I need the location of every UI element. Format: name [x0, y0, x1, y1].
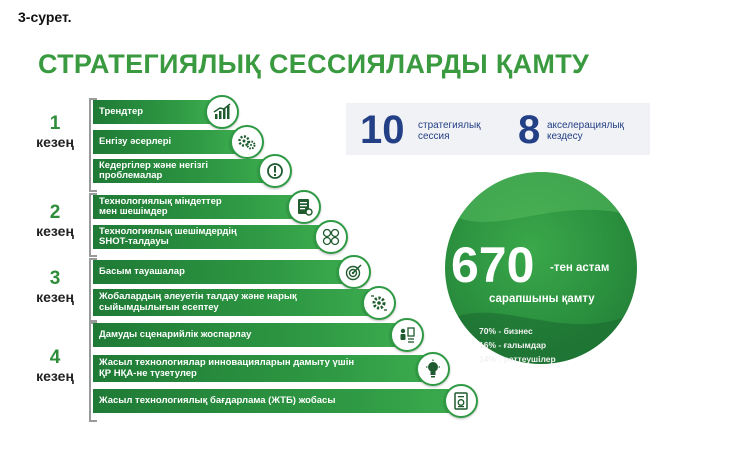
meetings-count: 8	[518, 108, 541, 152]
bar-project-potential	[93, 289, 388, 316]
bar-trends	[93, 100, 215, 124]
experts-count-suffix: -тен астам	[550, 262, 610, 274]
bar-label: Енгізу әсерлері	[99, 135, 172, 147]
bar-green-tech-program	[93, 389, 469, 413]
bar-label: Технологиялық міндеттер мен шешімдер	[99, 195, 222, 217]
bar-barriers	[93, 159, 275, 183]
page-title: СТРАТЕГИЯЛЫҚ СЕССИЯЛАРДЫ ҚАМТУ	[38, 49, 590, 79]
stage-number: 4	[49, 347, 61, 368]
experts-count: 670	[451, 237, 535, 293]
gears-icon	[230, 125, 264, 159]
program-doc-icon	[444, 384, 478, 418]
share-scientists: 16% - ғалымдар	[479, 340, 547, 350]
warning-icon	[258, 154, 292, 188]
stage-number: 2	[49, 202, 61, 223]
stage-word: кезең	[36, 289, 74, 305]
stage-1-label	[25, 114, 85, 150]
bar-label: Жобалардың әлеуетін талдау және нарық сыйымдылығын есептеу	[99, 291, 297, 313]
share-business: 70% - бизнес	[479, 326, 533, 336]
sessions-label: стратегиялық сессия	[418, 120, 481, 142]
stage-4-label	[25, 348, 85, 384]
stage-word: кезең	[36, 134, 74, 150]
sessions-count: 10	[360, 108, 405, 152]
stage-word: кезең	[36, 368, 74, 384]
bar-label: Жасыл технологиялық бағдарлама (ЖТБ) жобасы	[99, 394, 336, 406]
stage-3-label	[25, 269, 85, 305]
bar-label: Дамуды сценарийлік жоспарлау	[99, 328, 252, 340]
stage-number: 3	[49, 268, 61, 289]
bar-implementation-effects	[93, 130, 243, 154]
stage-word: кезең	[36, 223, 74, 239]
analysis-grid-icon	[314, 220, 348, 254]
bar-tech-tasks	[93, 195, 305, 219]
bar-label: Кедергілер және негізгі проблемалар	[99, 159, 209, 181]
bar-label: Жасыл технологиялар инновацияларын дамыту үшін ҚР НҚА-не түзетулер	[99, 357, 355, 379]
gear-analytics-icon	[362, 286, 396, 320]
bar-scenario-planning	[93, 323, 415, 347]
stage-number: 1	[49, 113, 61, 134]
target-icon	[337, 255, 371, 289]
bar-label: Технологиялық шешімдердің SHOT-талдауы	[99, 225, 237, 247]
bar-label: Трендтер	[99, 105, 144, 117]
rising-chart-icon	[205, 95, 239, 129]
figure-label: 3-сурет.	[18, 9, 72, 25]
meetings-label: акселерациялық кездесу	[547, 120, 624, 142]
share-regulators: 14% - реттеушілер	[479, 354, 556, 364]
bar-regulatory-amendments	[93, 355, 441, 382]
bar-swot-analysis	[93, 225, 333, 249]
bar-priority-niches	[93, 260, 359, 284]
experts-label: сарапшыны қамту	[489, 293, 595, 305]
people-plan-icon	[390, 318, 424, 352]
stage-2-label	[25, 203, 85, 239]
bar-label: Басым тауашалар	[99, 265, 185, 277]
document-icon	[287, 190, 321, 224]
